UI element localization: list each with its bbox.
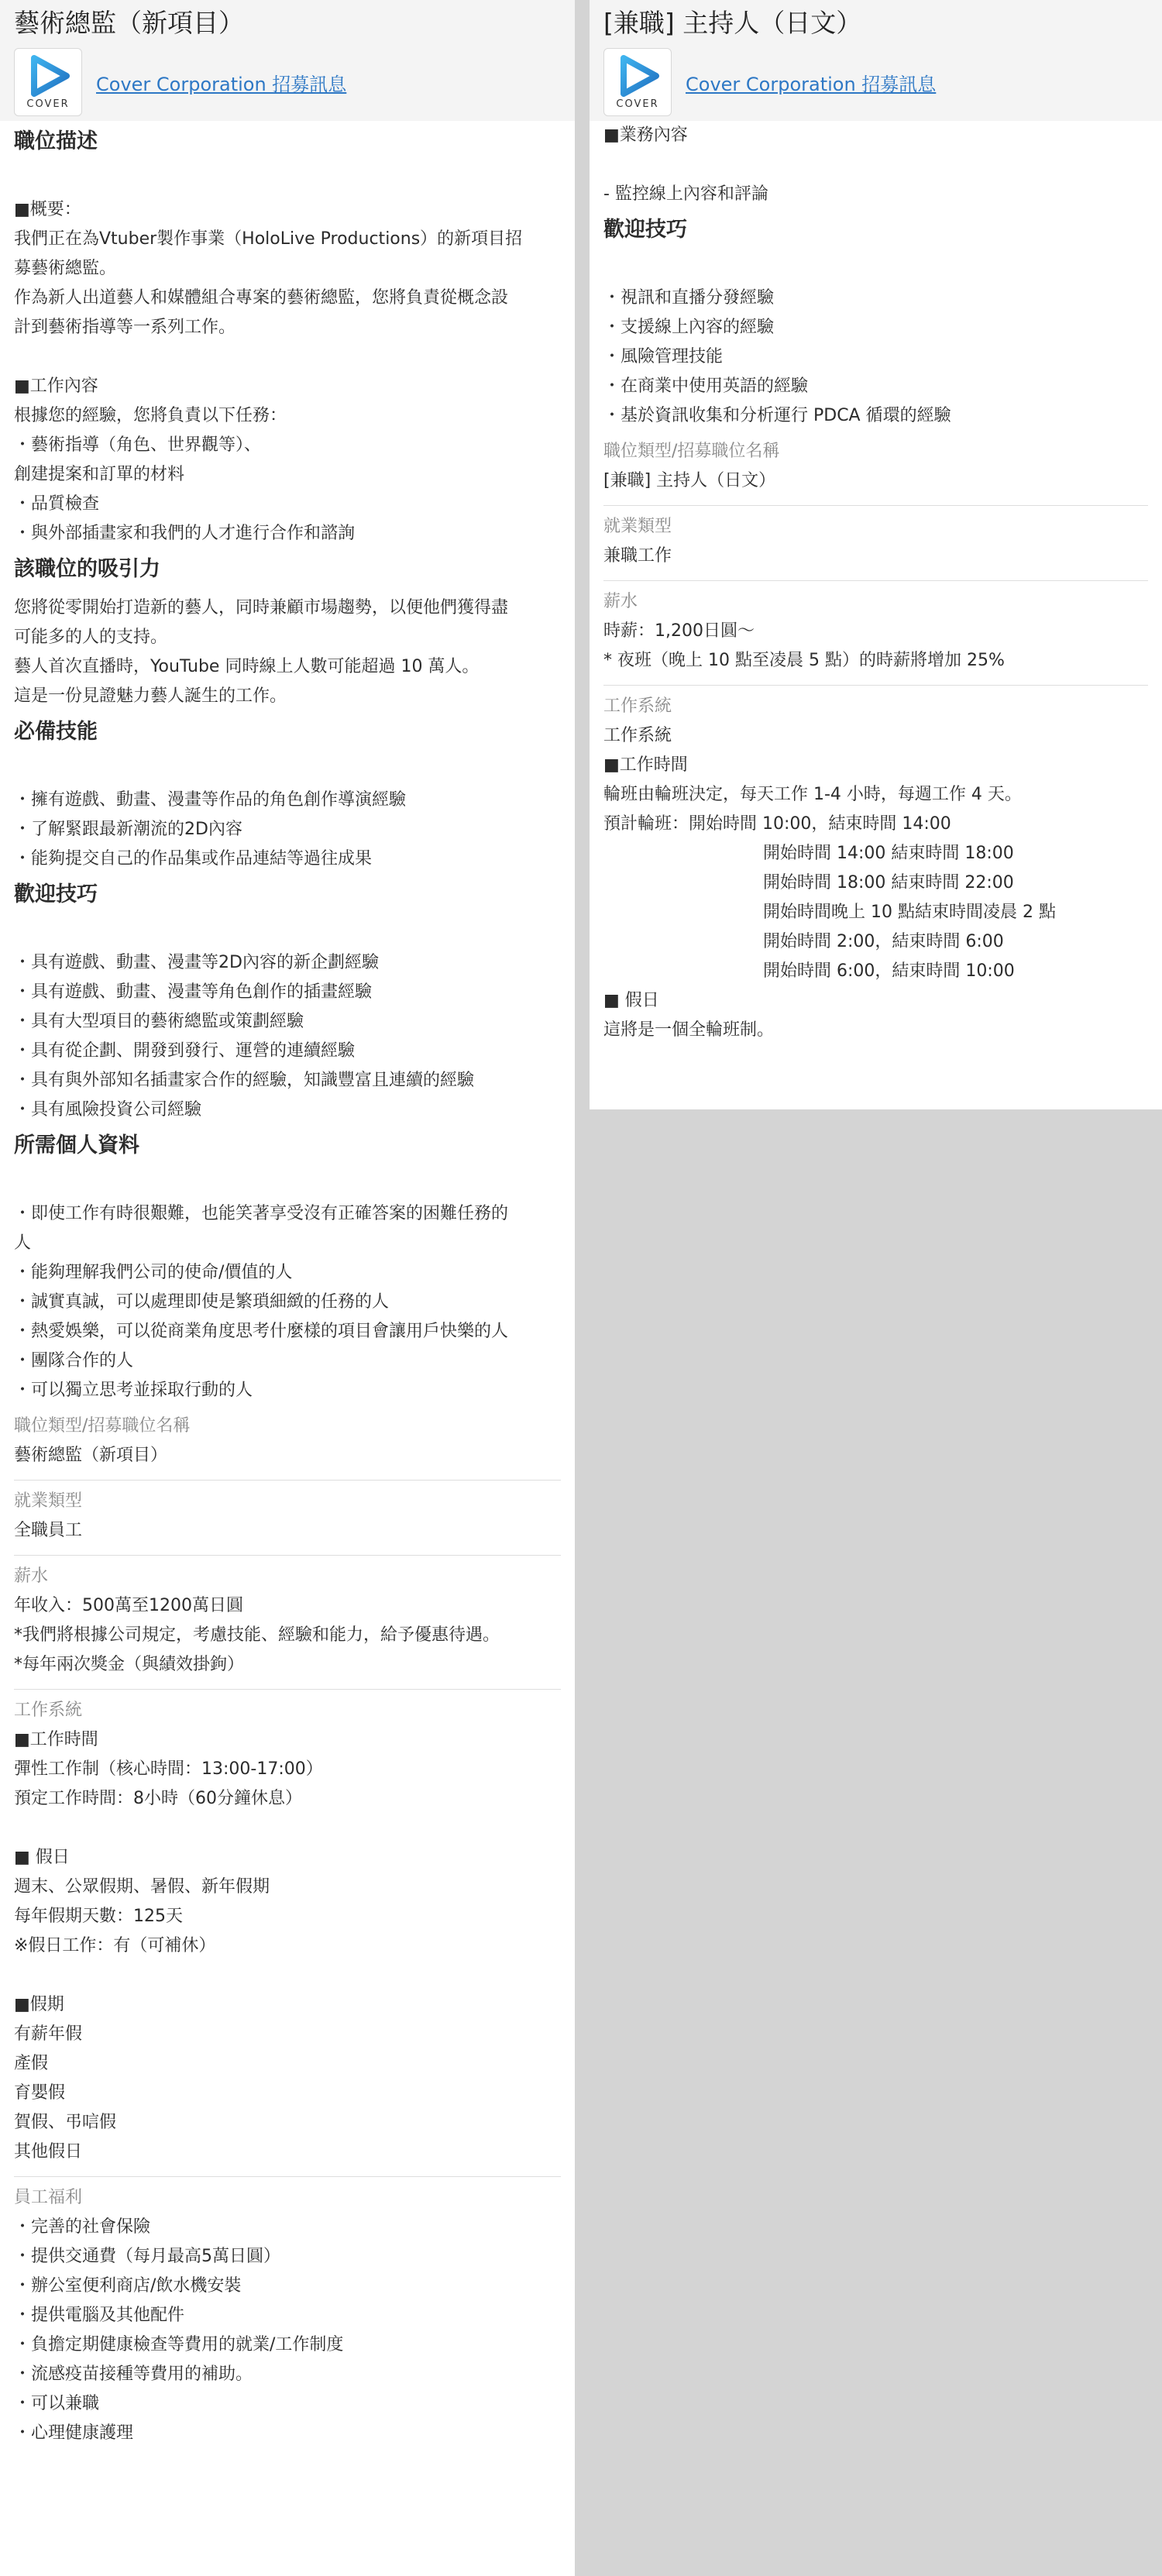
text-line: 工作系統 — [603, 726, 672, 745]
text-line: ・支援線上內容的經驗 — [603, 318, 775, 337]
text-block — [603, 721, 1148, 839]
text-block — [14, 1441, 561, 1470]
text-line: 開始時間 6:00，結束時間 10:00 — [763, 961, 1015, 981]
section-welcome — [14, 874, 561, 1125]
text-block — [603, 254, 1148, 431]
info-label: 職位類型/招募職位名稱 — [14, 1416, 191, 1436]
job-header — [0, 0, 575, 121]
text-line: 週末、公眾假期、暑假、新年假期 — [14, 1877, 270, 1897]
text-block — [14, 919, 561, 1125]
text-line — [603, 254, 1148, 284]
text-line: ・具有從企劃、開發到發行、運營的連續經驗 — [14, 1041, 356, 1061]
text-line: *每年兩次獎金（與績效掛鉤） — [14, 1655, 245, 1674]
info-employment — [14, 1481, 561, 1556]
text-line: ・具有遊戲、動畫、漫畫等角色創作的插畫經驗 — [14, 982, 373, 1002]
text-line: 藝人首次直播時，YouTube 同時線上人數可能超過 10 萬人。 — [14, 657, 480, 676]
company-recruit-link[interactable]: Cover Corporation 招募訊息 — [96, 73, 347, 95]
company-row — [14, 43, 561, 121]
text-line — [14, 1170, 561, 1199]
text-line: ・提供交通費（每月最高5萬日圓） — [14, 2247, 280, 2266]
text-line: ■工作內容 — [14, 377, 98, 396]
info-salary — [603, 581, 1148, 686]
text-line: ・誠實真誠，可以處理即使是繁瑣細緻的任務的人 — [14, 1292, 390, 1312]
text-line: 創建提案和訂單的材料 — [14, 465, 185, 484]
info-benefits — [14, 2177, 561, 2457]
info-label: 薪水 — [14, 1567, 49, 1586]
text-line: 彈性工作制（核心時間：13:00-17:00） — [14, 1759, 323, 1779]
text-line: ・具有大型項目的藝術總監或策劃經驗 — [14, 1012, 304, 1031]
text-line: 輪班由輪班決定，每天工作 1-4 小時，每週工作 4 天。 — [603, 785, 1022, 804]
text-line: ・具有遊戲、動畫、漫畫等2D內容的新企劃經驗 — [14, 953, 379, 972]
text-block — [603, 839, 1148, 986]
text-line: ■概要： — [14, 200, 81, 219]
text-line: * 夜班（晚上 10 點至凌晨 5 點）的時薪將增加 25% — [603, 651, 1005, 670]
logo-wordmark: COVER — [616, 98, 659, 110]
text-block — [603, 986, 1148, 1045]
cover-play-icon — [614, 55, 661, 97]
section-description — [14, 121, 561, 549]
text-line: ・能夠提交自己的作品集或作品連結等過往成果 — [14, 849, 373, 868]
text-line: ・基於資訊收集和分析運行 PDCA 循環的經驗 — [603, 406, 951, 425]
text-line: 這是一份見證魅力藝人誕生的工作。 — [14, 686, 287, 706]
text-line: ・負擔定期健康檢查等費用的就業/工作制度 — [14, 2335, 344, 2354]
text-line: ■工作時間 — [14, 1730, 98, 1749]
text-line — [603, 150, 1148, 180]
text-line: ■ 假日 — [14, 1848, 70, 1867]
cover-play-icon — [25, 55, 71, 97]
text-line: [兼職] 主持人（日文） — [603, 471, 776, 490]
text-line: 開始時間 14:00 結束時間 18:00 — [763, 844, 1014, 863]
section-appeal — [14, 549, 561, 711]
section-required — [14, 711, 561, 874]
text-block — [14, 756, 561, 874]
logo-wordmark: COVER — [26, 98, 70, 110]
text-line: ・藝術指導（角色、世界觀等）、 — [14, 435, 262, 455]
info-label: 薪水 — [603, 592, 638, 611]
text-line: 藝術總監（新項目） — [14, 1446, 168, 1465]
text-line: ・與外部插畫家和我們的人才進行合作和諮詢 — [14, 524, 356, 543]
text-line: 這將是一個全輪班制。 — [603, 1020, 775, 1040]
text-line: ・可以兼職 — [14, 2394, 100, 2413]
company-recruit-link[interactable]: Cover Corporation 招募訊息 — [686, 73, 937, 95]
text-line — [14, 1961, 561, 1990]
text-line: 人 — [14, 1233, 32, 1253]
job-card-moderator — [590, 0, 1162, 1109]
info-label: 工作系統 — [603, 696, 672, 716]
text-line — [14, 166, 561, 195]
job-content — [0, 121, 575, 2457]
text-line: 預計輪班：開始時間 10:00，結束時間 14:00 — [603, 814, 951, 834]
job-title: 藝術總監（新項目） — [14, 8, 244, 38]
text-block — [14, 593, 561, 711]
text-line: ・在商業中使用英語的經驗 — [603, 377, 809, 396]
text-line: 年收入：500萬至1200萬日圓 — [14, 1596, 243, 1615]
text-line: 有薪年假 — [14, 2024, 83, 2044]
text-line: ・具有風險投資公司經驗 — [14, 1100, 202, 1119]
info-label: 就業類型 — [603, 517, 672, 536]
text-line: 作為新人出道藝人和媒體組合專案的藝術總監，您將負責從概念設 — [14, 288, 509, 308]
text-block — [14, 1516, 561, 1546]
text-block — [603, 617, 1148, 676]
text-line — [14, 342, 561, 372]
text-line — [14, 1814, 561, 1843]
text-line: ・品質檢查 — [14, 494, 100, 514]
text-line: ・提供電腦及其他配件 — [14, 2306, 185, 2325]
info-salary — [14, 1556, 561, 1690]
text-line: 開始時間晚上 10 點結束時間凌晨 2 點 — [763, 903, 1056, 922]
text-line: ・擁有遊戲、動畫、漫畫等作品的角色創作導演經驗 — [14, 790, 407, 810]
text-line: 我們正在為Vtuber製作事業（HoloLive Productions）的新項目招 — [14, 229, 523, 249]
section-heading: 必備技能 — [14, 720, 98, 744]
text-line: 募藝術總監。 — [14, 259, 117, 278]
text-line: ・熱愛娛樂，可以從商業角度思考什麼樣的項目會讓用戶快樂的人 — [14, 1322, 509, 1341]
text-block — [603, 121, 1148, 209]
section-heading: 職位描述 — [14, 129, 98, 153]
section-heading: 該職位的吸引力 — [14, 557, 160, 581]
job-header — [590, 0, 1162, 121]
section-heading: 歡迎技巧 — [14, 882, 98, 906]
info-work_system — [603, 686, 1148, 1054]
text-line — [14, 919, 561, 948]
text-line: ・具有與外部知名插畫家合作的經驗，知識豐富且連續的經驗 — [14, 1071, 475, 1090]
text-line: ・團隊合作的人 — [14, 1351, 134, 1371]
info-label: 員工福利 — [14, 2188, 83, 2207]
info-employment — [603, 506, 1148, 581]
info-work_system — [14, 1690, 561, 2177]
text-block — [603, 466, 1148, 496]
info-label: 工作系統 — [14, 1701, 83, 1720]
text-line: 兼職工作 — [603, 546, 672, 566]
text-line: ・可以獨立思考並採取行動的人 — [14, 1381, 253, 1400]
company-row — [603, 43, 1148, 121]
text-line: ・心理健康護理 — [14, 2423, 134, 2443]
text-block — [14, 1170, 561, 1405]
text-line: ・完善的社會保險 — [14, 2217, 151, 2237]
info-job_type — [603, 431, 1148, 506]
text-line: *我們將根據公司規定，考慮技能、經驗和能力，給予優惠待遇。 — [14, 1625, 500, 1645]
cover-logo — [14, 48, 82, 116]
text-line: ・即使工作有時很艱難，也能笑著享受沒有正確答案的困難任務的 — [14, 1204, 509, 1223]
section-persona — [14, 1125, 561, 1405]
text-line: ■業務內容 — [603, 126, 688, 145]
job-title: [兼職] 主持人（日文） — [603, 8, 862, 38]
text-line: 全職員工 — [14, 1521, 83, 1540]
section-welcome — [603, 209, 1148, 431]
text-line: 根據您的經驗，您將負責以下任務： — [14, 406, 287, 425]
cover-logo — [603, 48, 672, 116]
text-line: 計到藝術指導等一系列工作。 — [14, 318, 236, 337]
text-block — [14, 1725, 561, 2167]
text-line: ・風險管理技能 — [603, 347, 724, 366]
text-block — [14, 2213, 561, 2448]
text-line: ・辦公室便利商店/飲水機安裝 — [14, 2276, 242, 2296]
text-line: ■假期 — [14, 1995, 64, 2014]
info-label: 就業類型 — [14, 1491, 83, 1511]
text-line: - 監控線上內容和評論 — [603, 184, 768, 204]
text-line — [14, 756, 561, 786]
info-job_type — [14, 1405, 561, 1481]
text-line: ■ 假日 — [603, 991, 659, 1010]
text-line: ・視訊和直播分發經驗 — [603, 288, 775, 308]
text-line: 開始時間 18:00 結束時間 22:00 — [763, 873, 1014, 892]
text-line: 開始時間 2:00，結束時間 6:00 — [763, 932, 1004, 951]
text-line: 育嬰假 — [14, 2083, 66, 2103]
text-line: 預定工作時間：8小時（60分鐘休息） — [14, 1789, 302, 1808]
section-heading: 歡迎技巧 — [603, 218, 687, 242]
text-block — [603, 542, 1148, 571]
info-label: 職位類型/招募職位名稱 — [603, 442, 780, 461]
text-block — [14, 166, 561, 549]
section-heading: 所需個人資料 — [14, 1133, 139, 1157]
column-divider — [575, 0, 590, 2576]
text-line: 每年假期天數：125天 — [14, 1907, 183, 1926]
job-card-art-director — [0, 0, 575, 2576]
text-line: 時薪：1,200日圓〜 — [603, 621, 755, 641]
text-line: ・了解緊跟最新潮流的2D內容 — [14, 820, 242, 839]
job-content — [590, 121, 1162, 1054]
text-block — [14, 1591, 561, 1680]
text-line: 產假 — [14, 2054, 49, 2073]
text-line: 賀假、弔唁假 — [14, 2113, 117, 2132]
text-line: 可能多的人的支持。 — [14, 628, 168, 647]
text-line: 其他假日 — [14, 2142, 83, 2162]
text-line: ※假日工作：有（可補休） — [14, 1936, 216, 1955]
text-line: ・能夠理解我們公司的使命/價值的人 — [14, 1263, 293, 1282]
text-line: 您將從零開始打造新的藝人，同時兼顧市場趨勢，以便他們獲得盡 — [14, 598, 509, 617]
text-line: ・流感疫苗接種等費用的補助。 — [14, 2364, 253, 2384]
text-line: ■工作時間 — [603, 755, 688, 775]
